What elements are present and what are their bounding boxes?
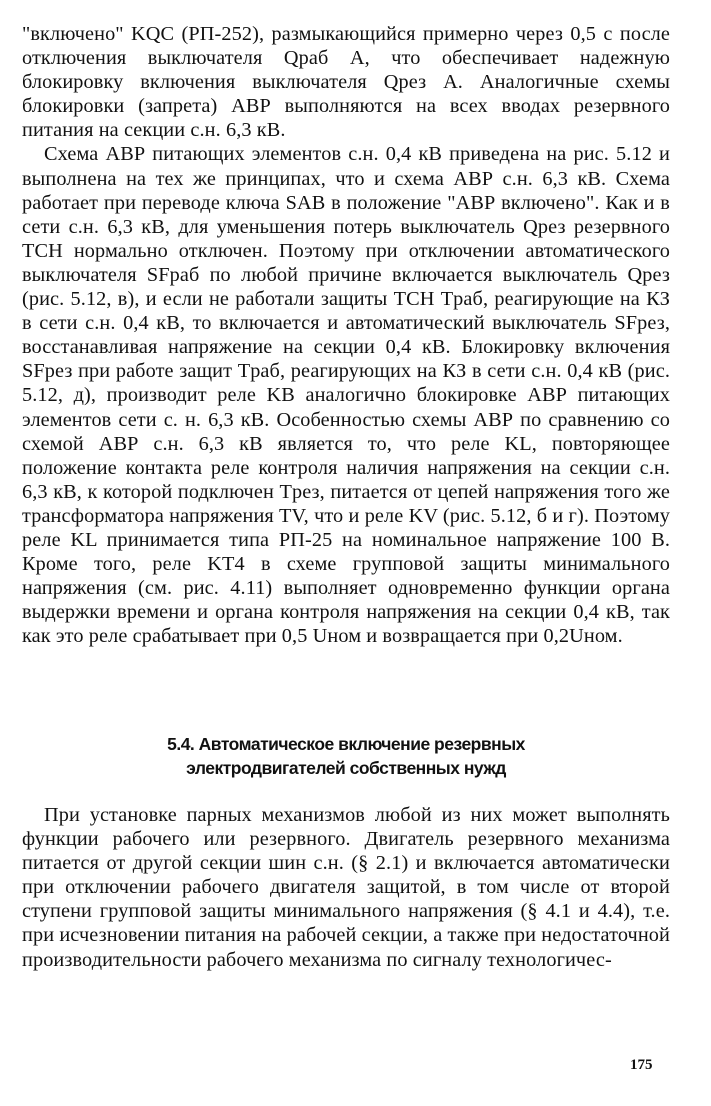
section-heading-line-2: электродвигателей собственных нужд: [186, 758, 506, 778]
page-body: [22, 22, 670, 971]
paragraph-2: Схема АВР питающих элементов с.н. 0,4 кВ приведена на рис. 5.12 и выполнена на тех же принципах, что и схема АВР с.н. 6,3 кВ. Схема работает при переводе ключа SAB в положение "АВР включено". Как и в сети с.н. 6,3 кВ, для уменьшения потерь выключатель Qрез резервного ТСН нормально отключен. Поэтому при отключении автоматического выключателя SFраб по любой причине включается выключатель Qрез (рис. 5.12, в), и если не работали защиты ТСН Tраб, реагирующие на КЗ в сети с.н. 0,4 кВ, то включается и автоматический выключатель SFрез, восстанавливая напряжение на секции 0,4 кВ. Блокировку включения SFрез при работе защит Tраб, реагирующих на КЗ в сети с.н. 0,4 кВ (рис. 5.12, д), производит реле KB аналогично блокировке АВР питающих элементов сети с. н. 6,3 кВ. Особенностью схемы АВР по сравнению со схемой АВР с.н. 6,3 кВ является то, что реле KL, повторяющее положение контакта реле контроля наличия напряжения на секции с.н. 6,3 кВ, к которой подключен Tрез, питается от цепей напряжения того же трансформатора напряжения TV, что и реле KV (рис. 5.12, б и г). Поэтому реле KL принимается типа РП-25 на номинальное напряжение 100 В. Кроме того, реле KT4 в схеме групповой защиты минимального напряжения (см. рис. 4.11) выполняет одновременно функции органа выдержки времени и органа контроля напряжения на секции 0,4 кВ, так как это реле срабатывает при 0,5 Uном и возвращается при 0,2Uном.: [22, 143, 670, 648]
section-heading-line-1: 5.4. Автоматическое включение резервных: [167, 734, 525, 754]
paragraph-1: "включено" KQC (РП-252), размыкающийся примерно через 0,5 с после отключения выключателя Qраб A, что обеспечивает надежную блокировку включения выключателя Qрез A. Аналогичные схемы блокировки (запрета) АВР выполняются на всех вводах резервного питания на секции с.н. 6,3 кВ.: [22, 23, 670, 142]
section-heading: [22, 732, 670, 780]
page-number: 175: [630, 1057, 653, 1073]
paragraph-3: При установке парных механизмов любой из них может выполнять функции рабочего или резервного. Двигатель резервного механизма питается от другой секции шин с.н. (§ 2.1) и включается автоматически при отключении рабочего двигателя защитой, в том числе от второй ступени групповой защиты минимального напряжения (§ 4.1 и 4.4), т.е. при исчезновении питания на рабочей секции, а также при недостаточной производительности рабочего механизма по сигналу технологичес-: [22, 804, 670, 971]
